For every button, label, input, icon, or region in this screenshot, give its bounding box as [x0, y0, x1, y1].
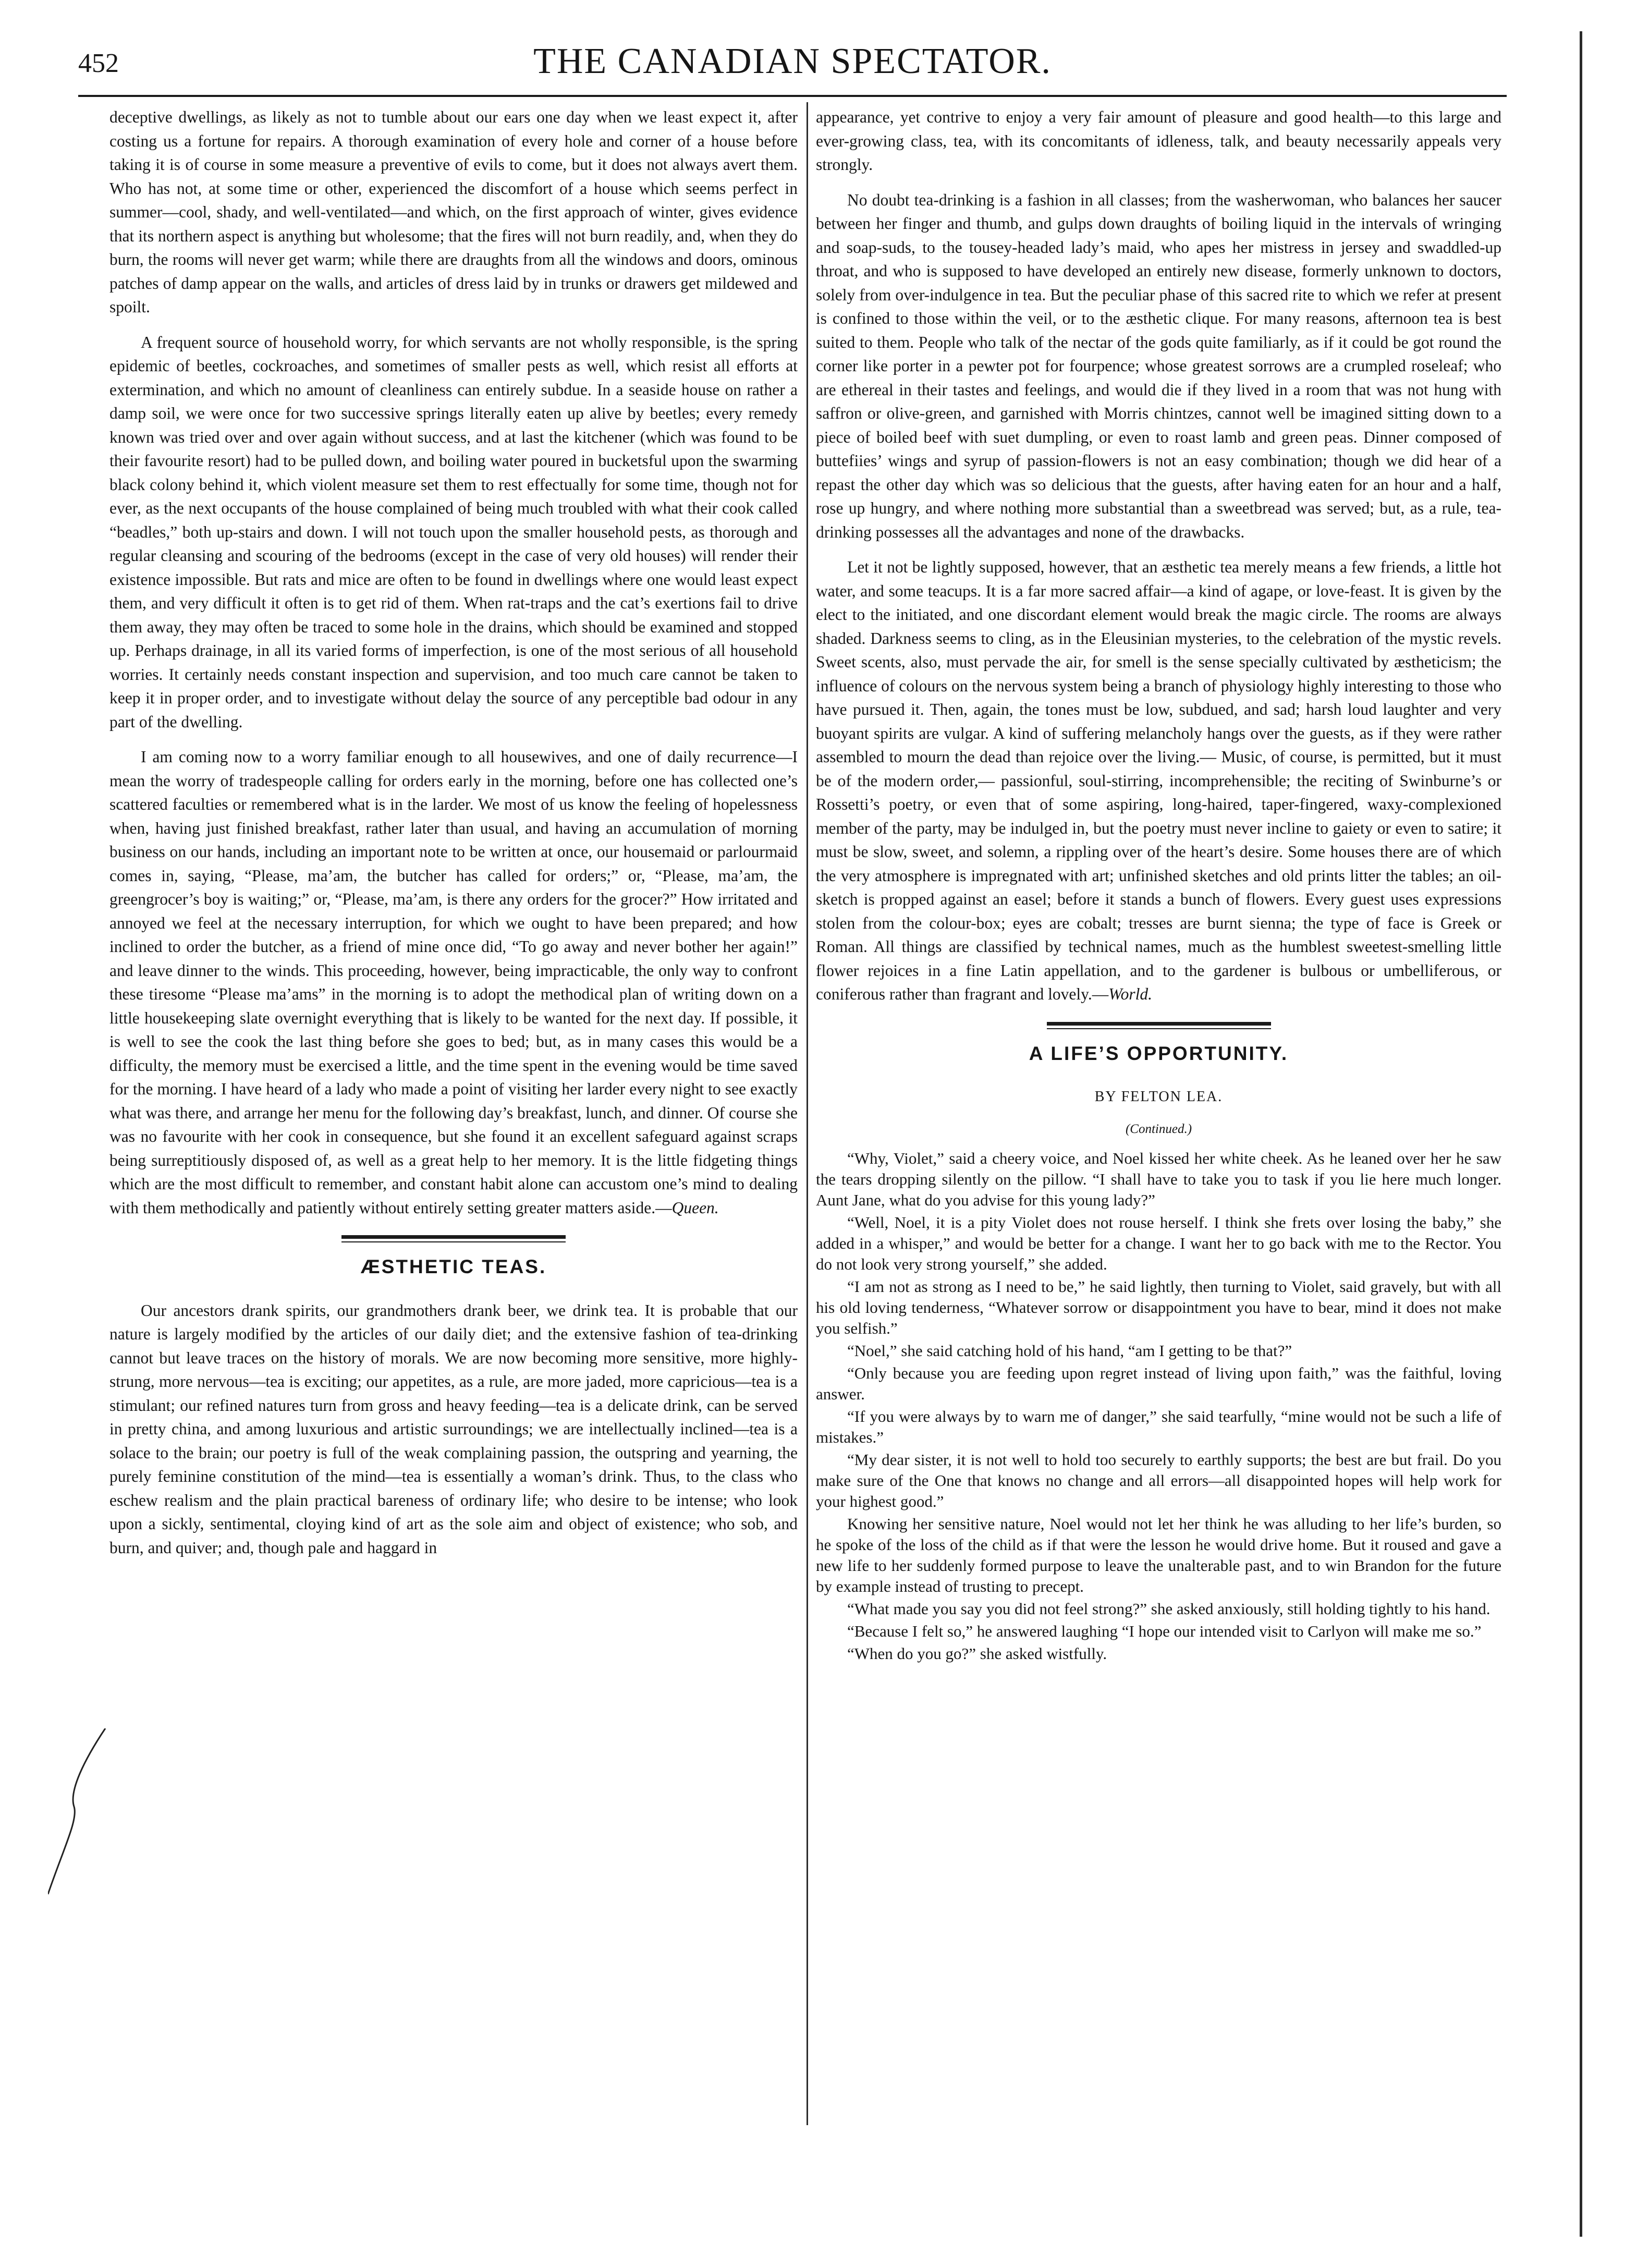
story-paragraph: “I am not as strong as I need to be,” he said lightly, then turning to Violet, said gravely, but with all his old loving tenderness, “Whatever sorrow or disappointment you have to bear, mind it does not make you selfish.”	[816, 1277, 1501, 1337]
story-title: A LIFE’S OPPORTUNITY.	[1029, 1042, 1289, 1064]
story-paragraph: Knowing her sensitive nature, Noel would not let her think he was alluding to her life’s burden, so he spoke of the loss of the child as if that were the lesson he would drive home. But it roused and gave a new life to her suddenly formed purpose to leave the unalterable past, and to win Brandon for the future by example instead of trusting to precept.	[816, 1515, 1501, 1595]
page-header	[78, 41, 1507, 93]
article-paragraph: A frequent source of household worry, for which servants are not wholly responsible, is the spring epidemic of beetles, cockroaches, and sometimes of smaller pests as well, which resist all efforts at extermination, and which no amount of cleanliness can entirely subdue. In a seaside house on rather a damp soil, we were once for two successive springs literally eaten up alive by beetles; every remedy known was tried over and over again without success, and at last the kitchener (which was found to be their favourite resort) had to be pulled down, and boiling water poured in bucketsful upon the swarming black colony behind it, which violent measure set them to rest effectually for some time, though not for ever, as the next occupants of the house complained of being much troubled with what their cook called “beadles,” both up-stairs and down. I will not touch upon the smaller household pests, as thorough and regular cleansing and scouring of the bedrooms (except in the case of very old houses) will render their existence impossible. But rats and mice are often to be found in dwellings where one would least expect them, and very difficult it often is to get rid of them. When rat-traps and the cat’s exertions fail to drive them away, they may often be traced to some hole in the drains, which should be examined and stopped up. Perhaps drainage, in all its varied forms of imperfection, is one of the most serious of all household worries. It certainly needs constant inspection and supervision, and too much care cannot be taken to keep it in proper order, and to investigate without delay the source of any perceptible bad odour in any part of the dwelling.	[109, 333, 798, 731]
article-paragraph: appearance, yet contrive to enjoy a very fair amount of pleasure and good health—to this large and ever-growing class, tea, with its concomitants of idleness, talk, and beauty necessarily appeals very strongly.	[816, 108, 1501, 174]
left-column	[109, 105, 798, 1559]
publication-title: THE CANADIAN SPECTATOR.	[533, 41, 1052, 81]
story-paragraph: “What made you say you did not feel strong?” she asked anxiously, still holding tightly to his hand.	[847, 1600, 1491, 1618]
article-paragraph: No doubt tea-drinking is a fashion in all classes; from the washerwoman, who balances her saucer between her finger and thumb, and gulps down draughts of boiling liquid in the intervals of wringing and soap-suds, to the tousey-headed lady’s maid, who apes her mistress in jersey and swaddled-up throat, and who is supposed to have developed an entirely new disease, formerly unknown to doctors, solely from over-indulgence in tea. But the peculiar phase of this sacred rite to which we refer at present is confined to those within the veil, or to the æsthetic clique. For many reasons, afternoon tea is best suited to them. People who talk of the nectar of the gods quite familiarly, as if it could be got round the corner like porter in a pewter pot for fourpence; whose greatest sorrows are a crumpled roseleaf; who are ethereal in their tastes and feelings, and would die if they lived in a room that was not hung with saffron or olive-green, and garnished with Morris chintzes, cannot well be imagined sitting down to a piece of boiled beef with suet dumpling, or even to roast lamb and green peas. Dinner composed of buttefiies’ wings and syrup of passion-flowers is not an easy combination; though we did hear of a repast the other day which was so delicious that the guests, after having eaten for an hour and a half, rose up hungry, and where nothing more substantial than a sweetbread was served; but, as a rule, tea-drinking possesses all the advantages and none of the drawbacks.	[816, 190, 1501, 541]
margin-pencil-mark	[48, 1728, 111, 1895]
continued-note: (Continued.)	[1125, 1121, 1192, 1136]
article-paragraph: deceptive dwellings, as likely as not to tumble about our ears one day when we least expect it, after costing us a fortune for repairs. A thorough examination of every hole and corner of a house before taking it is of course in some measure a preventive of evils to come, but it does not always avert them. Who has not, at some time or other, experienced the discomfort of a house which seems perfect in summer—cool, shady, and well-ventilated—and which, on the first approach of winter, gives evidence that its northern aspect is anything but wholesome; that the fires will not burn readily, and, when they do burn, the rooms will never get warm; while there are draughts from all the windows and doors, ominous patches of damp appear on the walls, and articles of dress laid by in trunks or drawers get mildewed and spoilt.	[109, 108, 798, 316]
section-rule	[1047, 1022, 1271, 1029]
story-paragraph: “Why, Violet,” said a cheery voice, and Noel kissed her white cheek. As he leaned over her he saw the tears dropping silently on the pillow. “I shall have to take you to task if you lie here much longer. Aunt Jane, what do you advise for this young lady?”	[816, 1149, 1501, 1209]
header-rule	[78, 95, 1507, 97]
page-edge-rule	[1580, 31, 1582, 2237]
article-paragraph: Our ancestors drank spirits, our grandmothers drank beer, we drink tea. It is probable that our nature is largely modified by the articles of our daily diet; and the extensive fashion of tea-drinking cannot but leave traces on the history of morals. We are now becoming more sensitive, more highly-strung, more nervous—tea is exciting; our appetites, as a rule, are more jaded, more capricious—tea is a stimulant; our refined natures turn from gross and heavy feeding—tea is a delicate drink, can be served in pretty china, and among luxurious and artistic surroundings; we are intellectually inclined—tea is a solace to the brain; our poetry is full of the weak complaining passion, the outspring and yearning, the purely feminine constitution of the mind—tea is essentially a woman’s drink. Thus, to the class who eschew realism and the plain practical bareness of ordinary life; who desire to be intense; who look upon a sickly, sentimental, cloying kind of art as the sole aim and object of existence; who sob, and burn, and quiver; and, though pale and haggard in	[109, 1301, 798, 1557]
column-divider	[807, 102, 808, 2125]
page-number: 452	[78, 48, 119, 78]
story-body	[816, 1148, 1501, 1664]
story-paragraph: “My dear sister, it is not well to hold too securely to earthly supports; the best are but frail. Do you make sure of the One that knows no change and all errors—all disappointed hopes will help work for your highest good.”	[816, 1450, 1501, 1510]
story-paragraph: “Because I felt so,” he answered laughing “I hope our intended visit to Carlyon will make me so.”	[847, 1622, 1482, 1640]
article-paragraph-text: I am coming now to a worry familiar enough to all housewives, and one of daily recurrence—I mean the worry of tradespeople calling for orders early in the morning, before one has collected one’s scattered faculties or remembered what is in the larder. We most of us know the feeling of hopelessness when, having just finished breakfast, rather later than usual, and having an accumulation of morning business on our hands, including an important note to be written at once, our housemaid or parlourmaid comes in, saying, “Please, ma’am, the butcher has called for orders;” or, “Please, ma’am, the greengrocer’s boy is waiting;” or, “Please, ma’am, is there any orders for the grocer?” How irritated and annoyed we feel at the necessary interruption, for which we ought to have been prepared; and how inclined to order the butcher, as a friend of mine once did, “To go away and never bother her again!” and leave dinner to the winds. This proceeding, however, being impracticable, the only way to confront these tiresome “Please ma’ams” in the morning is to adopt the methodical plan of writing down on a little housekeeping slate overnight everything that is likely to be wanted for the next day. If possible, it is well to see the cook the last thing before she goes to bed; but, as in many cases this would be a difficulty, the memory must be exercised a little, and the time spent in the evening would be time saved for the morning. I have heard of a lady who made a point of visiting her larder every night to see exactly what was there, and arrange her menu for the following day’s breakfast, lunch, and dinner. Of course she was no favourite with her cook in consequence, but she found it an excellent safeguard against scraps being surreptitiously disposed of, as well as a great help to her memory. It is the little fidgeting things which are the most difficult to remember, and constant habit alone can accustom one’s mind to dealing with them methodically and patiently without entirely setting greater matters aside.—	[109, 748, 798, 1217]
story-author: BY FELTON LEA.	[1094, 1089, 1223, 1105]
story-paragraph: “When do you go?” she asked wistfully.	[847, 1644, 1107, 1663]
section-title: ÆSTHETIC TEAS.	[360, 1256, 547, 1277]
source-attribution: World.	[1108, 985, 1152, 1003]
article-paragraph-text: Let it not be lightly supposed, however, that an æsthetic tea merely means a few friends, a little hot water, and some teacups. It is a far more sacred affair—a kind of agape, or love-feast. It is given by the elect to the initiated, and one discordant element would break the magic circle. The rooms are always shaded. Darkness seems to cling, as in the Eleusinian mysteries, to the celebration of the mystic revels. Sweet scents, also, must pervade the air, for smell is the sense specially cultivated by æstheticism; the influence of colours on the nervous system being a branch of physiology highly interesting to those who have pursued it. Then, again, the tones must be low, subdued, and sad; harsh loud laughter and very buoyant spirits are vulgar. A kind of suffering melancholy hangs over the guests, as if they were rather assembled to mourn the dead than rejoice over the living.— Music, of course, is permitted, but it must be of the modern order,— passionful, soul-stirring, incomprehensible; the reciting of Swinburne’s or Rossetti’s poetry, or even that of some aspiring, long-haired, taper-fingered, waxy-complexioned member of the party, may be indulged in, but the poetry must never incline to gaiety or even to satire; it must be slow, sweet, and solemn, a rippling over of the heart’s desire. Some houses there are of which the very atmosphere is impregnated with art; unfinished sketches and old prints litter the tables; an oil-sketch is propped against an easel; before it stands a bunch of flowers. Every guest uses expressions stolen from the colour-box; eyes are cobalt; tresses are burnt sienna; the type of face is Greek or Roman. All things are classified by technical names, much as the humblest sweetest-smelling little flower rejoices in a fine Latin appellation, and to the gardener is bulbous or umbelliferous, or coniferous rather than fragrant and lovely.—	[816, 558, 1501, 1003]
story-paragraph: “If you were always by to warn me of danger,” she said tearfully, “mine would not be such a life of mistakes.”	[816, 1407, 1501, 1446]
section-rule	[341, 1235, 566, 1242]
right-column	[816, 105, 1501, 1664]
source-attribution: Queen.	[671, 1198, 719, 1217]
story-paragraph: “Noel,” she said catching hold of his hand, “am I getting to be that?”	[847, 1342, 1292, 1360]
article-paragraph	[816, 555, 1501, 1006]
story-paragraph: “Well, Noel, it is a pity Violet does not rouse herself. I think she frets over losing the baby,” she added in a whisper,” and would be better for a change. I want her to go back with me to the Rector. You do not look very strong yourself,” she added.	[816, 1213, 1501, 1273]
story-paragraph: “Only because you are feeding upon regret instead of living upon faith,” was the faithful, loving answer.	[816, 1364, 1501, 1403]
article-paragraph	[109, 745, 798, 1220]
